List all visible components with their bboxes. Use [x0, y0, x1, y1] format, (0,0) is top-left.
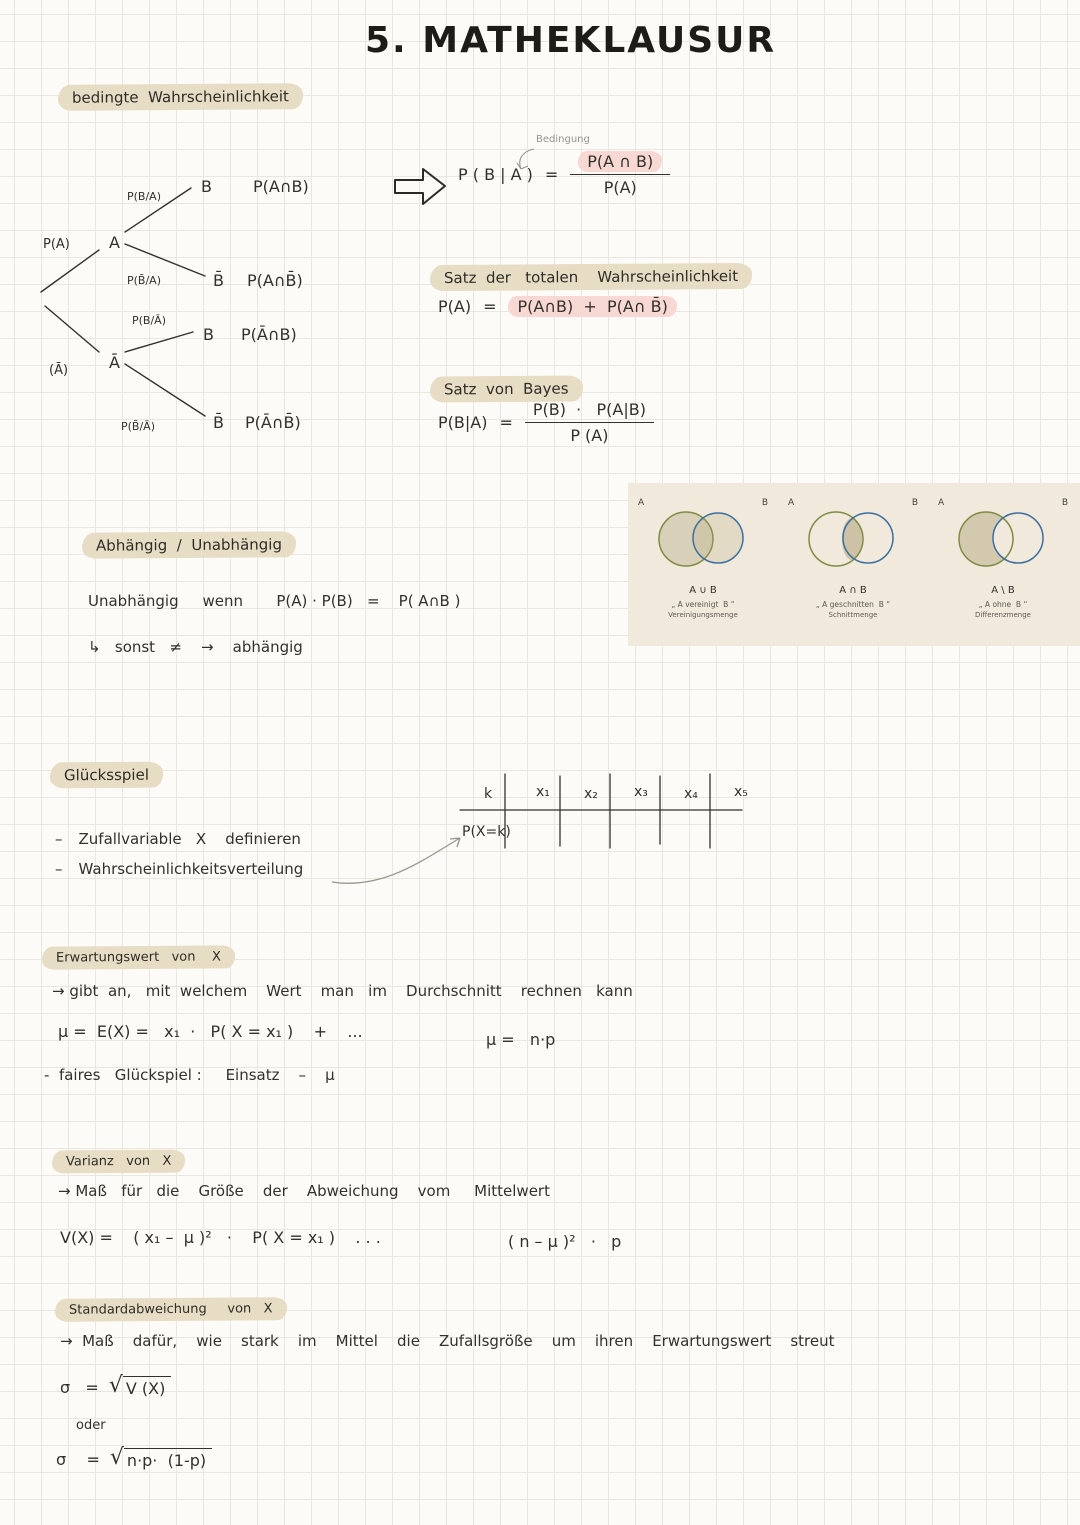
tree-root-label-pa: P(A) — [43, 237, 70, 252]
venn-difference-label-a: A — [938, 498, 945, 508]
tree-node-bbar-mid: B̄ — [213, 271, 224, 290]
sigma-formula-2 — [56, 1445, 212, 1470]
bayes-lhs: P(B|A) — [438, 413, 488, 432]
table-header-x1: x₁ — [536, 784, 550, 800]
standardabweichung-description: → Maß dafür, wie stark im Mittel die Zufallsgröße um ihren Erwartungswert streut — [60, 1332, 835, 1350]
curved-arrow-icon — [328, 826, 468, 890]
sqrt-vx — [108, 1373, 172, 1398]
tree-branch-lines — [41, 188, 205, 416]
table-row-label: P(X=k) — [462, 824, 511, 840]
table-header-x2: x₂ — [584, 786, 598, 802]
bullet-dash: – — [55, 860, 63, 878]
venn-union — [628, 489, 778, 646]
venn-panel — [628, 483, 1080, 646]
label-erwartungswert: Erwartungswert von X — [42, 945, 235, 969]
erwartungswert-formula: μ = E(X) = x₁ · P( X = x₁ ) + ... — [58, 1022, 363, 1041]
list-item-label: Wahrscheinlichkeitsverteilung — [78, 860, 304, 878]
venn-difference-formula: A \ B — [991, 585, 1015, 596]
label-varianz: Varianz von X — [52, 1150, 186, 1174]
list-item-label: Zufallvariable X definieren — [78, 830, 301, 848]
tree-node-b-low: B — [203, 325, 214, 344]
venn-intersection-formula: A ∩ B — [839, 585, 867, 596]
bullet-dash: – — [55, 830, 63, 848]
total-equals: = — [483, 297, 497, 316]
tree-branch-label-bbar-given-abar: P(B̄/Ā) — [121, 420, 155, 433]
tree-outcome-a-and-bbar: P(A∩B̄) — [247, 271, 303, 290]
tree-outcome-abar-and-bbar: P(Ā∩B̄) — [245, 413, 301, 432]
label-gluecksspiel: Glücksspiel — [50, 762, 163, 789]
erwartungswert-np-formula: μ = n·p — [486, 1030, 556, 1049]
total-probability-formula — [438, 296, 677, 317]
venn-union-quote: „ A vereinigt B “ — [671, 600, 735, 609]
tree-branch-label-b-given-a: P(B/A) — [127, 190, 161, 203]
tree-node-a: A — [109, 233, 120, 252]
label-satz-von-bayes: Satz von Bayes — [430, 375, 583, 402]
venn-difference-name: Differenzmenge — [975, 611, 1031, 619]
tree-outcome-a-and-b: P(A∩B) — [253, 177, 309, 196]
venn-intersection-quote: „ A geschnitten B “ — [815, 600, 891, 609]
table-header-k: k — [484, 786, 493, 802]
label-satz-totale-wahrscheinlichkeit: Satz der totalen Wahrscheinlichkeit — [430, 263, 752, 291]
varianz-description: → Maß für die Größe der Abweichung vom Mittelwert — [58, 1182, 550, 1200]
label-abhaengig-unabhaengig: Abhängig / Unabhängig — [82, 531, 296, 558]
sigma1-lhs: σ = — [60, 1377, 99, 1397]
varianz-formula: V(X) = ( x₁ – μ )² · P( X = x₁ ) . . . — [60, 1228, 381, 1247]
tree-node-b-top: B — [201, 177, 212, 196]
bayes-equals: = — [499, 413, 513, 432]
table-header-x4: x₄ — [684, 786, 698, 802]
table-header-x3: x₃ — [634, 784, 648, 800]
venn-difference — [928, 489, 1078, 646]
bayes-formula — [438, 400, 654, 445]
implication-arrow-icon — [392, 164, 450, 210]
radical-sign: √ — [109, 1445, 124, 1470]
label-standardabweichung: Standardabweichung von X — [55, 1297, 287, 1322]
venn-union-label-b: B — [761, 498, 768, 508]
venn-union-label-a: A — [638, 498, 645, 508]
table-header-x5: x₅ — [734, 784, 748, 800]
tree-branch-label-bbar-given-a: P(B̄/A) — [127, 274, 161, 287]
total-lhs: P(A) — [438, 297, 472, 316]
venn-difference-quote: „ A ohne B “ — [978, 600, 1028, 609]
venn-difference-diagram — [928, 489, 1078, 579]
bayes-numerator: P(B) · P(A|B) — [525, 400, 654, 423]
dependence-note: ↳ sonst ≠ → abhängig — [88, 638, 303, 656]
probability-table — [458, 768, 788, 854]
venn-intersection — [778, 489, 928, 646]
venn-intersection-label-a: A — [788, 498, 795, 508]
cond-denominator: P(A) — [603, 178, 637, 197]
sigma1-radicand: V (X) — [123, 1376, 171, 1398]
cond-equals: = — [544, 165, 559, 184]
venn-union-diagram — [628, 489, 778, 579]
conditional-probability-formula — [458, 152, 670, 197]
independence-condition: Unabhängig wenn P(A) · P(B) = P( A∩B ) — [88, 592, 461, 610]
label-bedingte-wahrscheinlichkeit: bedingte Wahrscheinlichkeit — [58, 83, 303, 111]
venn-union-formula: A ∪ B — [689, 585, 717, 596]
bayes-denominator: P (A) — [570, 426, 609, 445]
page-title: 5. MATHEKLAUSUR — [365, 20, 777, 61]
erwartungswert-description: → gibt an, mit welchem Wert man im Durchschnitt rechnen kann — [52, 982, 633, 1000]
tree-root-label-abar: (Ā) — [49, 363, 69, 378]
sigma2-radicand: n·p· (1-p) — [124, 1448, 212, 1470]
sigma-formula-1 — [60, 1373, 171, 1398]
radical-sign: √ — [108, 1373, 123, 1398]
cond-lhs: P ( B | A ) — [458, 165, 533, 184]
venn-intersection-diagram — [778, 489, 928, 579]
oder-label: oder — [76, 1418, 106, 1433]
list-item-wahrscheinlichkeitsverteilung — [55, 860, 303, 878]
cond-numerator: P(A ∩ B) — [578, 151, 662, 172]
list-item-zufallvariable — [55, 830, 301, 848]
varianz-np-formula: ( n – μ )² · p — [508, 1232, 622, 1251]
sigma2-lhs: σ = — [56, 1449, 100, 1469]
tree-outcome-abar-and-b: P(Ā∩B) — [241, 325, 297, 344]
venn-difference-label-b: B — [1061, 498, 1068, 508]
venn-intersection-label-b: B — [911, 498, 918, 508]
bayes-fraction — [525, 400, 654, 445]
probability-tree — [35, 148, 370, 448]
bedingung-annotation: Bedingung — [536, 134, 590, 145]
cond-fraction — [570, 152, 670, 197]
sqrt-np1p — [109, 1445, 212, 1470]
tree-branch-label-b-given-abar: P(B/Ā) — [132, 314, 166, 327]
faires-gluecksspiel-note: - faires Glückspiel : Einsatz – μ — [44, 1066, 335, 1084]
tree-node-bbar-bottom: B̄ — [213, 413, 224, 432]
total-rhs: P(A∩B) + P(A∩ B̄) — [508, 296, 676, 317]
tree-node-abar: Ā — [109, 353, 120, 372]
venn-intersection-name: Schnittmenge — [828, 611, 878, 619]
venn-union-name: Vereinigungsmenge — [668, 611, 738, 619]
